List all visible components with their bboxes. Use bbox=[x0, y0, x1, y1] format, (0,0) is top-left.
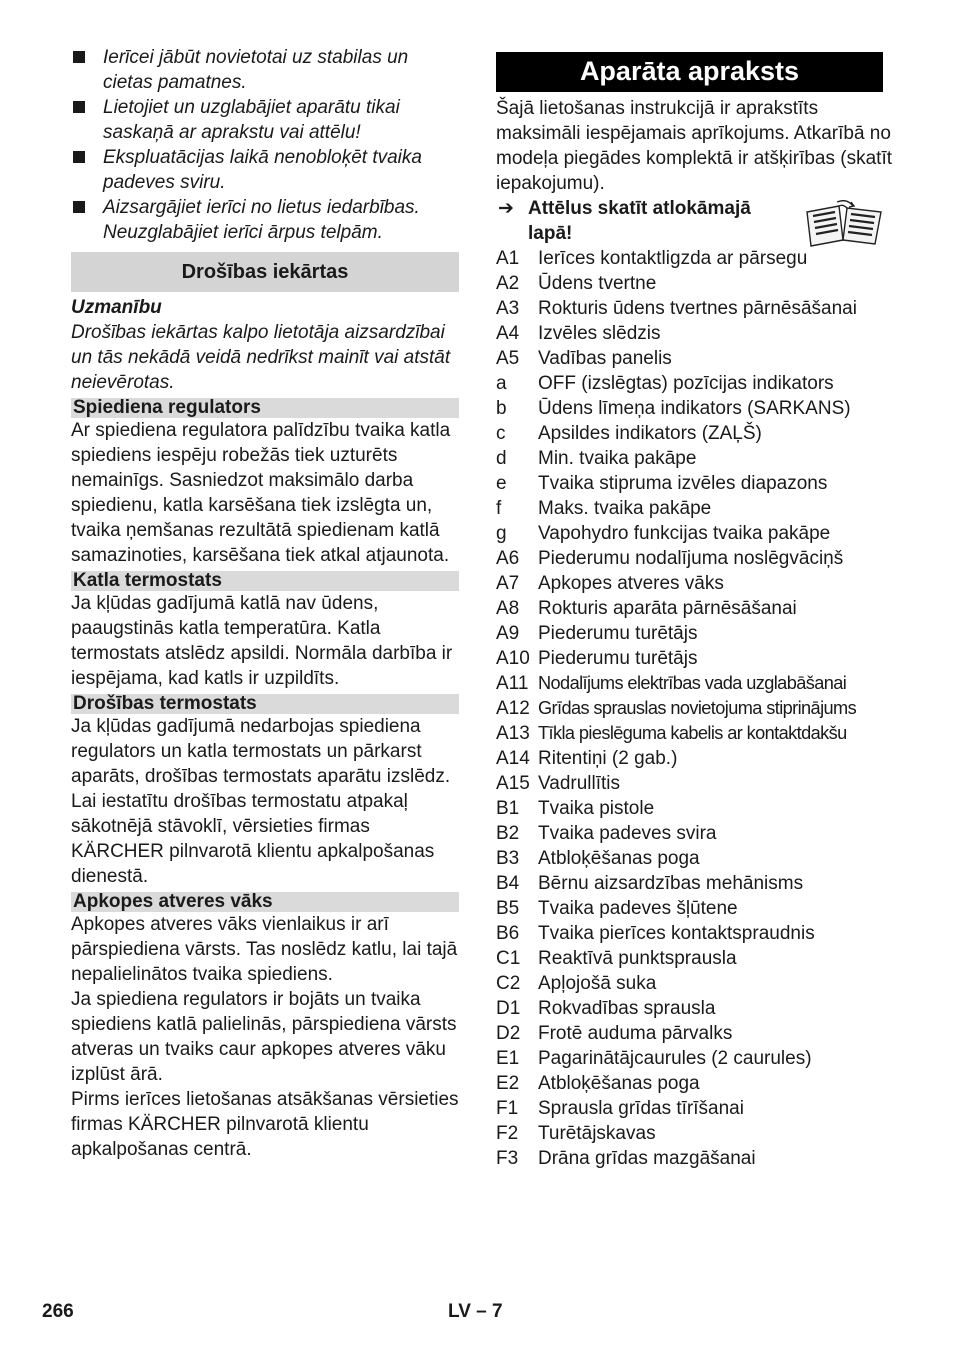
part-code: A7 bbox=[496, 573, 520, 594]
part-description: Tvaika stipruma izvēles diapazons bbox=[538, 473, 828, 494]
subsection-heading: Apkopes atveres vāks bbox=[71, 892, 459, 912]
subsection-paragraph: Pirms ierīces lietošanas atsākšanas vērsieties firmas KÄRCHER pilnvarotā klientu apkalpošanas centrā. bbox=[71, 1089, 459, 1160]
part-code: e bbox=[496, 473, 507, 494]
square-bullet-icon bbox=[73, 51, 85, 63]
part-code: D2 bbox=[496, 1023, 521, 1044]
part-list-item bbox=[496, 496, 896, 521]
part-list-item bbox=[496, 921, 896, 946]
part-description: Maks. tvaika pakāpe bbox=[538, 498, 712, 519]
part-code: B2 bbox=[496, 823, 520, 844]
arrow-right-icon: ➔ bbox=[498, 198, 514, 219]
subsection-paragraph: Ja spiediena regulators ir bojāts un tvaika spiediens katlā palielinās, pārspiediena vārsts atveras un tvaiks caur apkopes atveres vāku izplūst ārā. bbox=[71, 989, 457, 1085]
part-list-item bbox=[496, 1146, 896, 1171]
part-description: Grīdas sprauslas novietojuma stiprinājums bbox=[538, 698, 857, 718]
part-list-item bbox=[496, 596, 896, 621]
part-list-item bbox=[496, 571, 896, 596]
part-code: F2 bbox=[496, 1123, 519, 1144]
square-bullet-icon bbox=[73, 151, 85, 163]
part-description: OFF (izslēgtas) pozīcijas indikators bbox=[538, 373, 834, 394]
part-code: E2 bbox=[496, 1073, 520, 1094]
part-description: Tvaika pistole bbox=[538, 798, 655, 819]
part-code: A3 bbox=[496, 298, 520, 319]
part-list-item bbox=[496, 321, 896, 346]
part-list-item bbox=[496, 971, 896, 996]
part-list-item bbox=[496, 396, 896, 421]
part-description: Turētājskavas bbox=[538, 1123, 656, 1144]
part-description: Ierīces kontaktligzda ar pārsegu bbox=[538, 248, 808, 269]
right-column bbox=[496, 52, 896, 1171]
part-list-item bbox=[496, 471, 896, 496]
part-list-item bbox=[496, 846, 896, 871]
subsection-heading: Spiediena regulators bbox=[71, 398, 459, 418]
part-description: Ūdens līmeņa indikators (SARKANS) bbox=[538, 398, 851, 419]
part-description: Rokturis aparāta pārnēsāšanai bbox=[538, 598, 797, 619]
part-code: D1 bbox=[496, 998, 521, 1019]
part-description: Frotē auduma pārvalks bbox=[538, 1023, 733, 1044]
part-code: b bbox=[496, 398, 507, 419]
bullet-item: Aizsargājiet ierīci no lietus iedarbības. Neuzglabājiet ierīci ārpus telpām. bbox=[71, 195, 459, 245]
part-description: Atbloķēšanas poga bbox=[538, 1073, 700, 1094]
part-code: f bbox=[496, 498, 502, 519]
page-number: 266 bbox=[42, 1301, 74, 1322]
part-code: A13 bbox=[496, 723, 530, 744]
part-description: Tvaika padeves šļūtene bbox=[538, 898, 738, 919]
part-description: Tvaika pierīces kontaktspraudnis bbox=[538, 923, 815, 944]
part-code: B5 bbox=[496, 898, 520, 919]
part-description: Apkopes atveres vāks bbox=[538, 573, 724, 594]
part-list-item bbox=[496, 446, 896, 471]
part-code: A5 bbox=[496, 348, 520, 369]
bullet-item: Lietojiet un uzglabājiet aparātu tikai saskaņā ar aprakstu vai attēlu! bbox=[71, 95, 459, 145]
part-description: Rokturis ūdens tvertnes pārnēsāšanai bbox=[538, 298, 857, 319]
part-list-item bbox=[496, 1071, 896, 1096]
part-code: B3 bbox=[496, 848, 520, 869]
part-list-item bbox=[496, 621, 896, 646]
part-description: Atbloķēšanas poga bbox=[538, 848, 700, 869]
part-list-item bbox=[496, 521, 896, 546]
square-bullet-icon bbox=[73, 101, 85, 113]
part-list-item bbox=[496, 1121, 896, 1146]
part-list-item bbox=[496, 746, 896, 771]
part-list-item bbox=[496, 346, 896, 371]
part-code: d bbox=[496, 448, 507, 469]
part-list-item bbox=[496, 871, 896, 896]
part-description: Min. tvaika pakāpe bbox=[538, 448, 697, 469]
subsection-paragraph: Ar spiediena regulatora palīdzību tvaika katla spiediens iespēju robežās tiek uzturēts nemainīgs. Sasniedzot maksimālo darba spiedienu, katla karsēšana tiek izslēgta un, tvaika ņemšanas rezultātā spiedienam katlā samazinoties, karsēšana tiek atkal atjaunota. bbox=[71, 420, 451, 566]
part-description: Vadrullītis bbox=[538, 773, 621, 794]
part-list-item bbox=[496, 696, 896, 721]
part-code: C2 bbox=[496, 973, 521, 994]
part-description: Pagarinātājcaurules (2 caurules) bbox=[538, 1048, 812, 1069]
part-code: g bbox=[496, 523, 507, 544]
part-description: Tīkla pieslēguma kabelis ar kontaktdakšu bbox=[538, 723, 847, 743]
part-code: A2 bbox=[496, 273, 520, 294]
part-code: a bbox=[496, 373, 507, 394]
language-page-label: LV – 7 bbox=[448, 1301, 503, 1322]
part-list-item bbox=[496, 646, 896, 671]
part-description: Ritentiņi (2 gab.) bbox=[538, 748, 678, 769]
part-code: A12 bbox=[496, 698, 530, 719]
part-description: Ūdens tvertne bbox=[538, 273, 657, 294]
part-list-item bbox=[496, 1096, 896, 1121]
part-list-item bbox=[496, 771, 896, 796]
part-description: Drāna grīdas mazgāšanai bbox=[538, 1148, 756, 1169]
part-list-item bbox=[496, 946, 896, 971]
part-list-item bbox=[496, 296, 896, 321]
part-list-item bbox=[496, 546, 896, 571]
subsection-paragraph: Ja kļūdas gadījumā nedarbojas spiediena regulators un katla termostats un pārkarst aparāts, drošības termostats aparātu izslēdz. Lai iestatītu drošības termostatu atpakaļ sākotnējā stāvoklī, vērsieties firmas KÄRCHER pilnvarotā klientu apkalpošanas dienestā. bbox=[71, 716, 451, 887]
part-list-item bbox=[496, 796, 896, 821]
part-code: A10 bbox=[496, 648, 530, 669]
part-description: Vapohydro funkcijas tvaika pakāpe bbox=[538, 523, 831, 544]
page-title: Aparāta apraksts bbox=[496, 52, 883, 92]
part-description: Tvaika padeves svira bbox=[538, 823, 717, 844]
part-description: Rokvadības sprausla bbox=[538, 998, 716, 1019]
part-code: F1 bbox=[496, 1098, 519, 1119]
bullet-item: Ierīcei jābūt novietotai uz stabilas un cietas pamatnes. bbox=[71, 45, 459, 95]
part-list-item bbox=[496, 996, 896, 1021]
part-description: Piederumu turētājs bbox=[538, 648, 698, 669]
note-title: Uzmanību bbox=[71, 297, 162, 318]
part-list-item bbox=[496, 821, 896, 846]
bullet-item: Ekspluatācijas laikā nenobloķēt tvaika padeves sviru. bbox=[71, 145, 459, 195]
part-list-item bbox=[496, 271, 896, 296]
part-list-item bbox=[496, 1046, 896, 1071]
part-code: B6 bbox=[496, 923, 520, 944]
part-code: A8 bbox=[496, 598, 520, 619]
section-heading: Drošības iekārtas bbox=[71, 252, 459, 292]
part-code: A14 bbox=[496, 748, 530, 769]
part-code: A1 bbox=[496, 248, 520, 269]
open-book-icon bbox=[801, 200, 885, 252]
part-list-item bbox=[496, 671, 896, 696]
part-description: Izvēles slēdzis bbox=[538, 323, 661, 344]
part-description: Sprausla grīdas tīrīšanai bbox=[538, 1098, 744, 1119]
part-description: Bērnu aizsardzības mehānisms bbox=[538, 873, 804, 894]
parts-list bbox=[496, 246, 896, 1171]
subsection-paragraph: Ja kļūdas gadījumā katlā nav ūdens, paaugstinās katla temperatūra. Katla termostats atslēdz apsildi. Normāla darbība ir iespējama, kad katls ir uzpildīts. bbox=[71, 593, 453, 689]
part-list-item bbox=[496, 421, 896, 446]
fold-out-text: Attēlus skatīt atlokāmajā lapā! bbox=[528, 198, 751, 244]
part-description: Nodalījums elektrības vada uzglabāšanai bbox=[538, 673, 847, 693]
part-description: Vadības panelis bbox=[538, 348, 672, 369]
part-description: Apsildes indikators (ZAĻŠ) bbox=[538, 423, 762, 444]
note-text: Drošības iekārtas kalpo lietotāja aizsardzībai un tās nekādā veidā nedrīkst mainīt vai atstāt neievērotas. bbox=[71, 322, 451, 393]
part-description: Reaktīvā punktsprausla bbox=[538, 948, 737, 969]
part-list-item bbox=[496, 371, 896, 396]
left-column bbox=[71, 45, 459, 1162]
part-list-item bbox=[496, 896, 896, 921]
part-code: B4 bbox=[496, 873, 520, 894]
part-code: c bbox=[496, 423, 506, 444]
part-code: A6 bbox=[496, 548, 520, 569]
part-description: Piederumu nodalījuma noslēgvāciņš bbox=[538, 548, 844, 569]
subsection-heading: Katla termostats bbox=[71, 571, 459, 591]
part-code: B1 bbox=[496, 798, 520, 819]
part-code: A15 bbox=[496, 773, 530, 794]
part-code: A11 bbox=[496, 673, 529, 694]
part-code: F3 bbox=[496, 1148, 519, 1169]
subsection-heading: Drošības termostats bbox=[71, 694, 459, 714]
safety-bullet-list bbox=[71, 45, 459, 245]
part-code: A9 bbox=[496, 623, 520, 644]
square-bullet-icon bbox=[73, 201, 85, 213]
part-code: E1 bbox=[496, 1048, 520, 1069]
part-code: C1 bbox=[496, 948, 521, 969]
part-list-item bbox=[496, 1021, 896, 1046]
intro-paragraph: Šajā lietošanas instrukcijā ir aprakstīts maksimāli iespējamais aprīkojums. Atkarībā no modeļa piegādes komplektā ir atšķirības (skatīt iepakojumu). bbox=[496, 98, 893, 194]
part-list-item bbox=[496, 721, 896, 746]
part-description: Piederumu turētājs bbox=[538, 623, 698, 644]
subsection-paragraph: Apkopes atveres vāks vienlaikus ir arī pārspiediena vārsts. Tas noslēdz katlu, lai tajā nepalielinātos tvaika spiediens. bbox=[71, 914, 458, 985]
part-code: A4 bbox=[496, 323, 520, 344]
part-description: Apļojošā suka bbox=[538, 973, 657, 994]
